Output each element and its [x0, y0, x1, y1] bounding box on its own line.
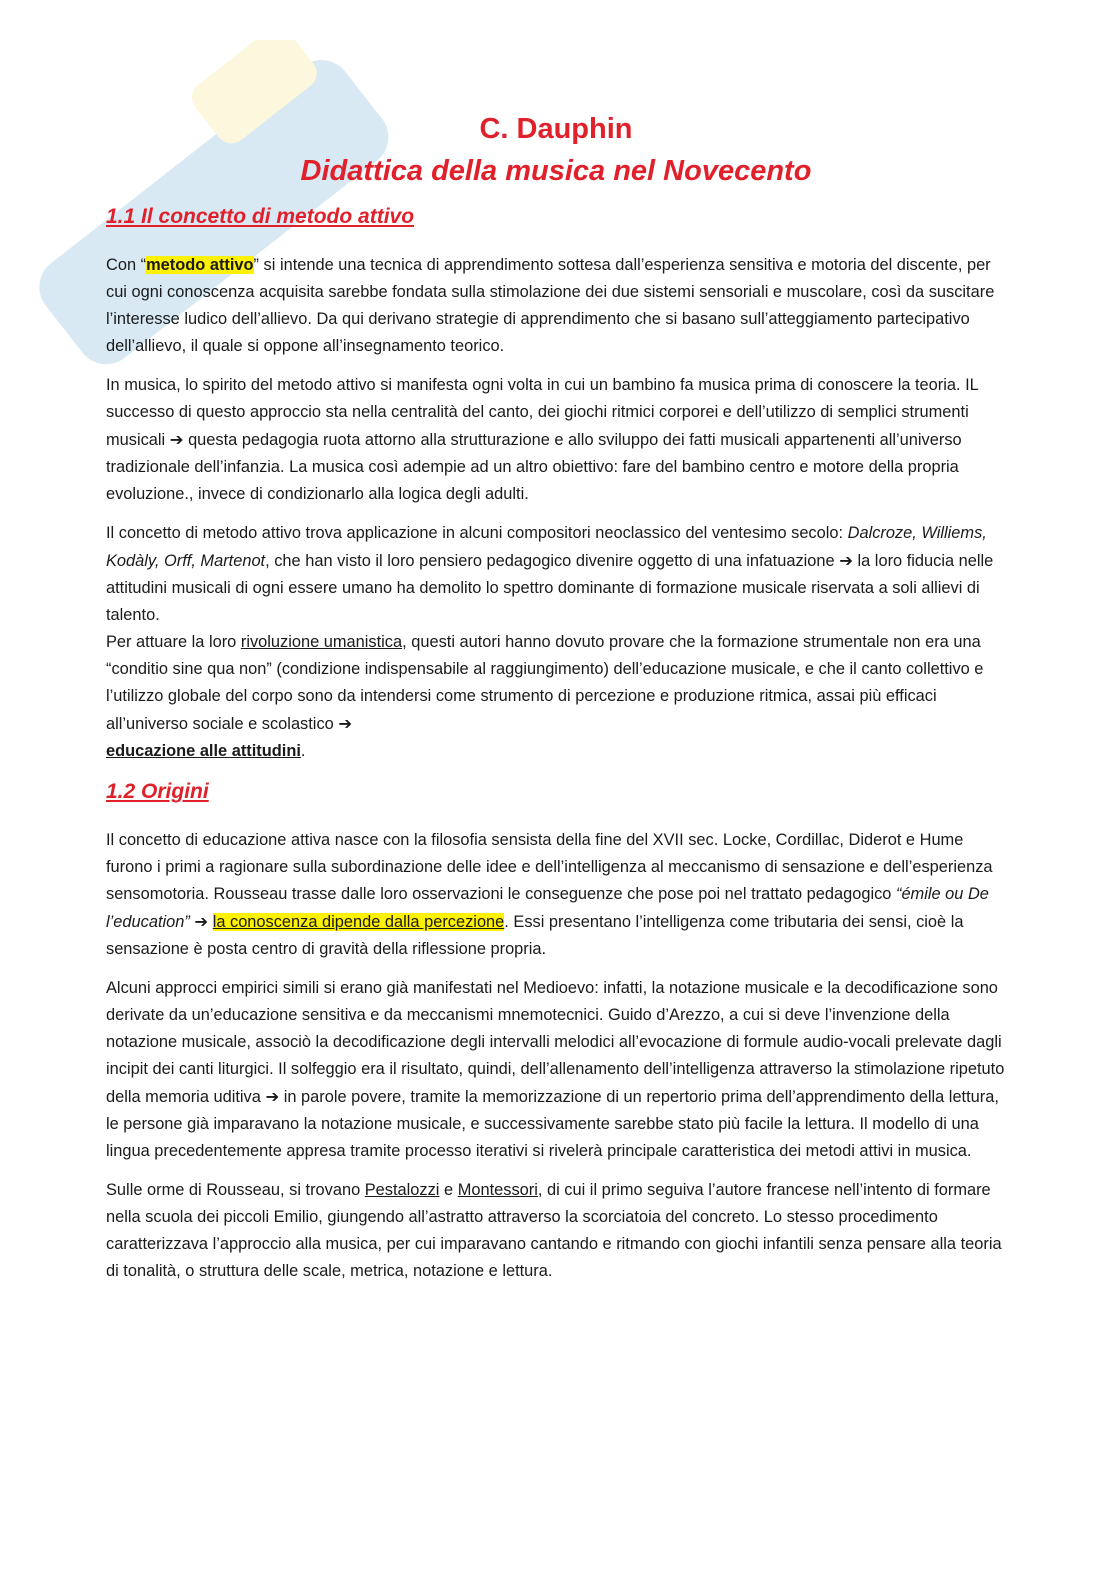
paragraph-1-2-c: Sulle orme di Rousseau, si trovano Pestalozzi e Montessori, di cui il primo seguiva l’autore francese nell’intento di formare nella scuola dei piccoli Emilio, giungendo all’astratto attraverso la scorciatoia del concreto. Lo stesso procedimento caratterizzava l’approccio alla musica, per cui imparavano cantando e ritmando con giochi infantili senza pensare alla teoria di tonalità, o struttura delle scale, metrica, notazione e lettura.	[106, 1181, 1002, 1280]
underline-pestalozzi: Pestalozzi	[364, 1181, 440, 1199]
paragraph-1-2-a: Il concetto di educazione attiva nasce con la filosofia sensista della fine del XVII sec. Locke, Cordillac, Diderot e Hume furono i primi a ragionare sulla subordinazione delle idee e dell’intelligenza al meccanismo di sensazione e dell’esperienza sensomotoria. Rousseau trasse dalle loro osservazioni le conseguenze che pose poi nel trattato pedagogico “émile ou De l’education” ➔ la conoscenza dipende dalla percezione. Essi presentano l’intelligenza come tributaria dei sensi, cioè la sensazione è posta centro di gravità della riflessione propria.	[106, 831, 993, 958]
highlight-metodo-attivo: metodo attivo	[146, 256, 254, 274]
document-title	[106, 108, 1006, 192]
underline-montessori: Montessori	[457, 1181, 538, 1199]
paragraph-1-1-c: Il concetto di metodo attivo trova applicazione in alcuni compositori neoclassico del ventesimo secolo: Dalcroze, Williems, Kodàly, Orff, Martenot, che han visto il loro pensiero pedagogico divenire oggetto di una infatuazione ➔ la loro fiducia nelle attitudini musicali di ogni essere umano ha demolito lo spettro dominante di formazione musicale riservata a soli allievi di talento. Per attuare la loro rivoluzione umanistica, questi autori hanno dovuto provare che la formazione strumentale non era una “conditio sine qua non” (condizione indispensabile al raggiungimento) dell’educazione musicale, e che il canto collettivo e l’utilizzo globale del corpo sono da intendersi come strumento di percezione e produzione ritmica, assai più efficaci all’universo sociale e scolastico ➔ educazione alle attitudini.	[106, 524, 994, 760]
highlight-conoscenza: la conoscenza dipende dalla percezione	[212, 913, 505, 931]
paragraph-1-1-a: Con “metodo attivo” si intende una tecnica di apprendimento sottesa dall’esperienza sensitiva e motoria del discente, per cui ogni conoscenza acquisita sarebbe fondata sulla stimolazione dei due sistemi sensoriali e muscolare, così da suscitare l’interesse ludico dell’allievo. Da qui derivano strategie di apprendimento che si basano sull’atteggiamento partecipativo dell’allievo, il quale si oppone all’insegnamento teorico.	[106, 256, 995, 355]
section-heading-1-1: 1.1 Il concetto di metodo attivo	[106, 205, 415, 228]
arrow-icon: ➔	[169, 430, 184, 449]
arrow-icon: ➔	[338, 714, 353, 733]
paragraph-1-1-b: In musica, lo spirito del metodo attivo si manifesta ogni volta in cui un bambino fa musica prima di conoscere la teoria. IL successo di questo approccio sta nella centralità del canto, dei giochi ritmici corporei e dell’utilizzo di semplici strumenti musicali ➔ questa pedagogia ruota attorno alla strutturazione e allo sviluppo dei fatti musicali appartenenti all’universo tradizionale dell’infanzia. La musica così adempie ad un altro obiettivo: fare del bambino centro e motore della propria evoluzione., invece di condizionarlo alla logica degli adulti.	[106, 376, 979, 503]
underline-educazione-attitudini: educazione alle attitudini	[106, 742, 301, 760]
treatise-title: “émile ou De l’education”	[106, 885, 989, 931]
arrow-icon: ➔	[265, 1087, 280, 1106]
underline-rivoluzione: rivoluzione umanistica	[240, 633, 403, 651]
document-page	[106, 108, 1006, 1297]
arrow-icon: ➔	[839, 551, 853, 570]
paragraph-1-2-b: Alcuni approcci empirici simili si erano già manifestati nel Medioevo: infatti, la notazione musicale e la decodificazione sono derivate da un’educazione sensitiva e da meccanismi mnemotecnici. Guido d’Arezzo, a cui si deve l’invenzione della notazione musicale, associò la decodificazione degli intervalli melodici all’evocazione di formule audio-vocali prelevate dagli incipit dei canti liturgici. Il solfeggio era il risultato, quindi, dell’allenamento dell’intelligenza attraverso la stimolazione ripetuto della memoria uditiva ➔ in parole povere, tramite la memorizzazione di un repertorio prima dell’apprendimento della lettura, le persone già imparavano la notazione musicale, e successivamente sarebbe stato più facile la lettura. Il modello di una lingua precedentemente appresa tramite processo iterativi si rivelerà principale caratteristica dei metodi attivi in musica.	[106, 979, 1005, 1160]
section-heading-1-2: 1.2 Origini	[106, 780, 209, 803]
title-subtitle: Didattica della musica nel Novecento	[300, 155, 812, 187]
arrow-icon: ➔	[194, 912, 209, 931]
title-author: C. Dauphin	[479, 113, 633, 145]
composer-list: Dalcroze, Williems, Kodàly, Orff, Martenot	[106, 524, 987, 570]
